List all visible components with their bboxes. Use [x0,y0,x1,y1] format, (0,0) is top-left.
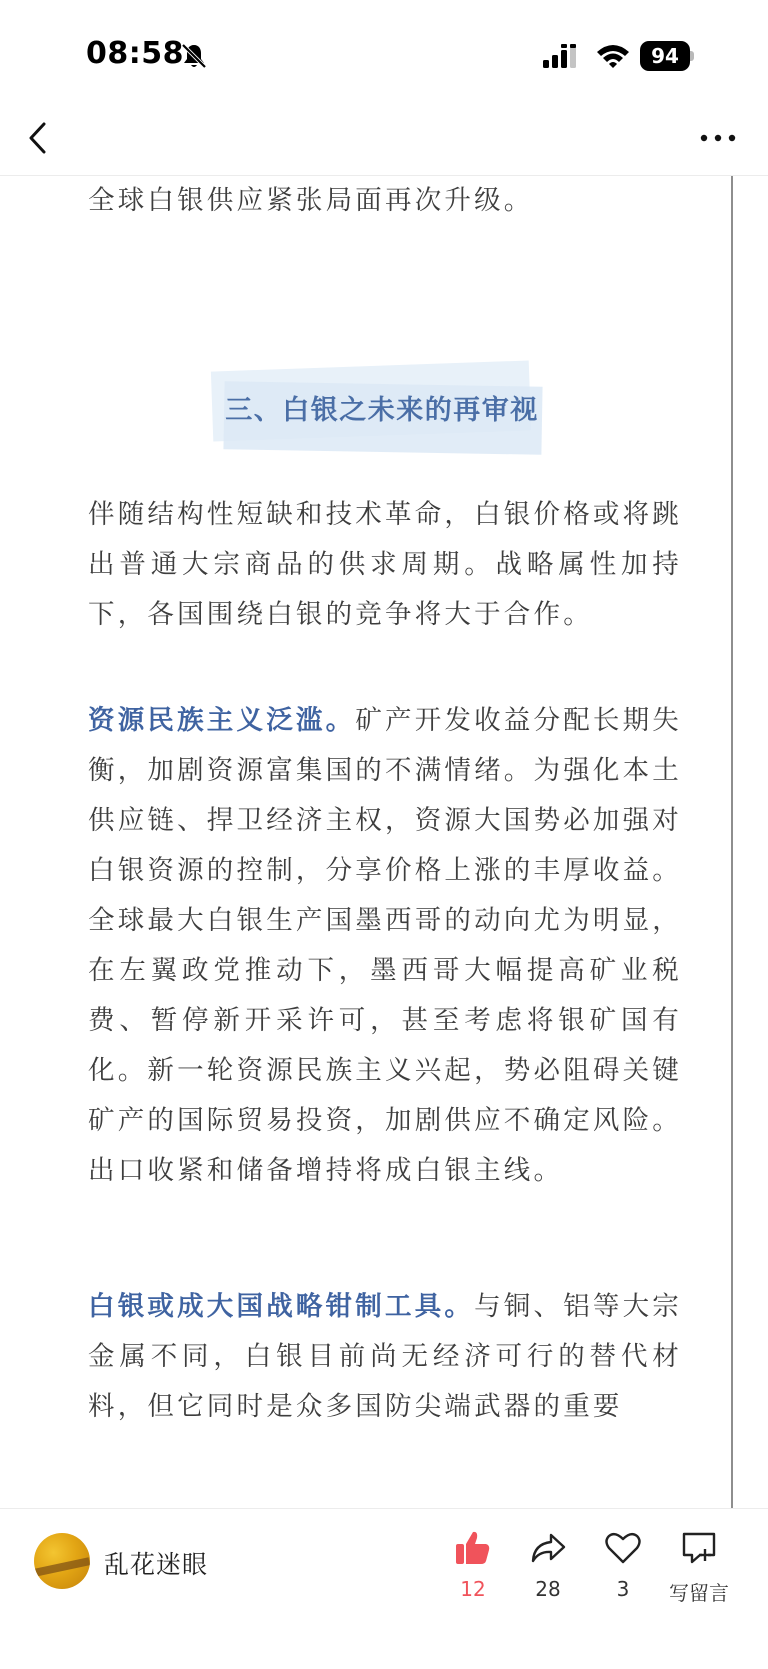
battery-cap [690,51,694,61]
paragraph-lead: 资源民族主义泛滥。 [88,705,356,736]
write-comment-button[interactable] [662,1529,736,1619]
scrollbar[interactable] [731,176,733,1508]
paragraph-text: 全球白银供应紧张局面再次升级。 [88,185,534,216]
paragraph-text: 伴随结构性短缺和技术革命，白银价格或将跳出普通大宗商品的供求周期。战略属性加持下，各国围绕白银的竞争将大于合作。 [88,499,682,630]
bell-muted-icon [180,42,208,70]
share-button[interactable] [513,1529,583,1619]
paragraph-lead: 白银或成大国战略钳制工具。 [88,1291,475,1322]
favorite-button[interactable] [588,1529,658,1619]
article-body[interactable] [0,176,768,1508]
battery-level: 94 [640,41,690,71]
status-bar [0,0,768,100]
write-comment-label: 写留言 [669,1581,729,1605]
paragraph [88,696,682,1196]
share-arrow-icon [529,1529,567,1567]
paragraph [88,176,682,226]
share-count: 28 [535,1577,561,1601]
nav-bar [0,100,768,176]
like-button[interactable] [438,1529,508,1619]
favorite-count: 3 [616,1577,630,1601]
battery-icon [640,41,694,71]
paragraph-text: 与铜、铝等大宗金属不同，白银目前尚无经济可行的替代材料，但它同时是众多国防尖端武器的重要 [88,1291,683,1422]
like-count: 12 [460,1577,486,1601]
avatar-detail [34,1557,90,1576]
wifi-icon [595,42,631,70]
paragraph-text: 矿产开发收益分配长期失衡，加剧资源富集国的不满情绪。为强化本土供应链、捍卫经济主权，资源大国势必加强对白银资源的控制，分享价格上涨的丰厚收益。全球最大白银生产国墨西哥的动向尤为明显，在左翼政党推动下，墨西哥大幅提高矿业税费、暂停新开采许可，甚至考虑将银矿国有化。新一轮资源民族主义兴起，势必阻碍关键矿产的国际贸易投资，加剧供应不确定风险。出口收紧和储备增持将成白银主线。 [88,705,683,1186]
comment-add-icon [680,1529,718,1567]
cellular-signal-icon [543,44,583,70]
heart-icon [604,1529,642,1567]
more-dots-icon[interactable] [696,126,740,150]
section-heading-block [212,366,552,456]
author-avatar[interactable] [34,1533,90,1589]
bottom-action-bar [0,1508,768,1669]
thumbs-up-icon [454,1529,492,1567]
paragraph [88,1282,682,1432]
status-time: 08:58 [86,36,184,71]
paragraph [88,490,682,640]
back-chevron-icon[interactable] [26,120,50,156]
author-name[interactable]: 乱花迷眼 [104,1550,209,1579]
section-heading: 三、白银之未来的再审视 [225,395,539,426]
